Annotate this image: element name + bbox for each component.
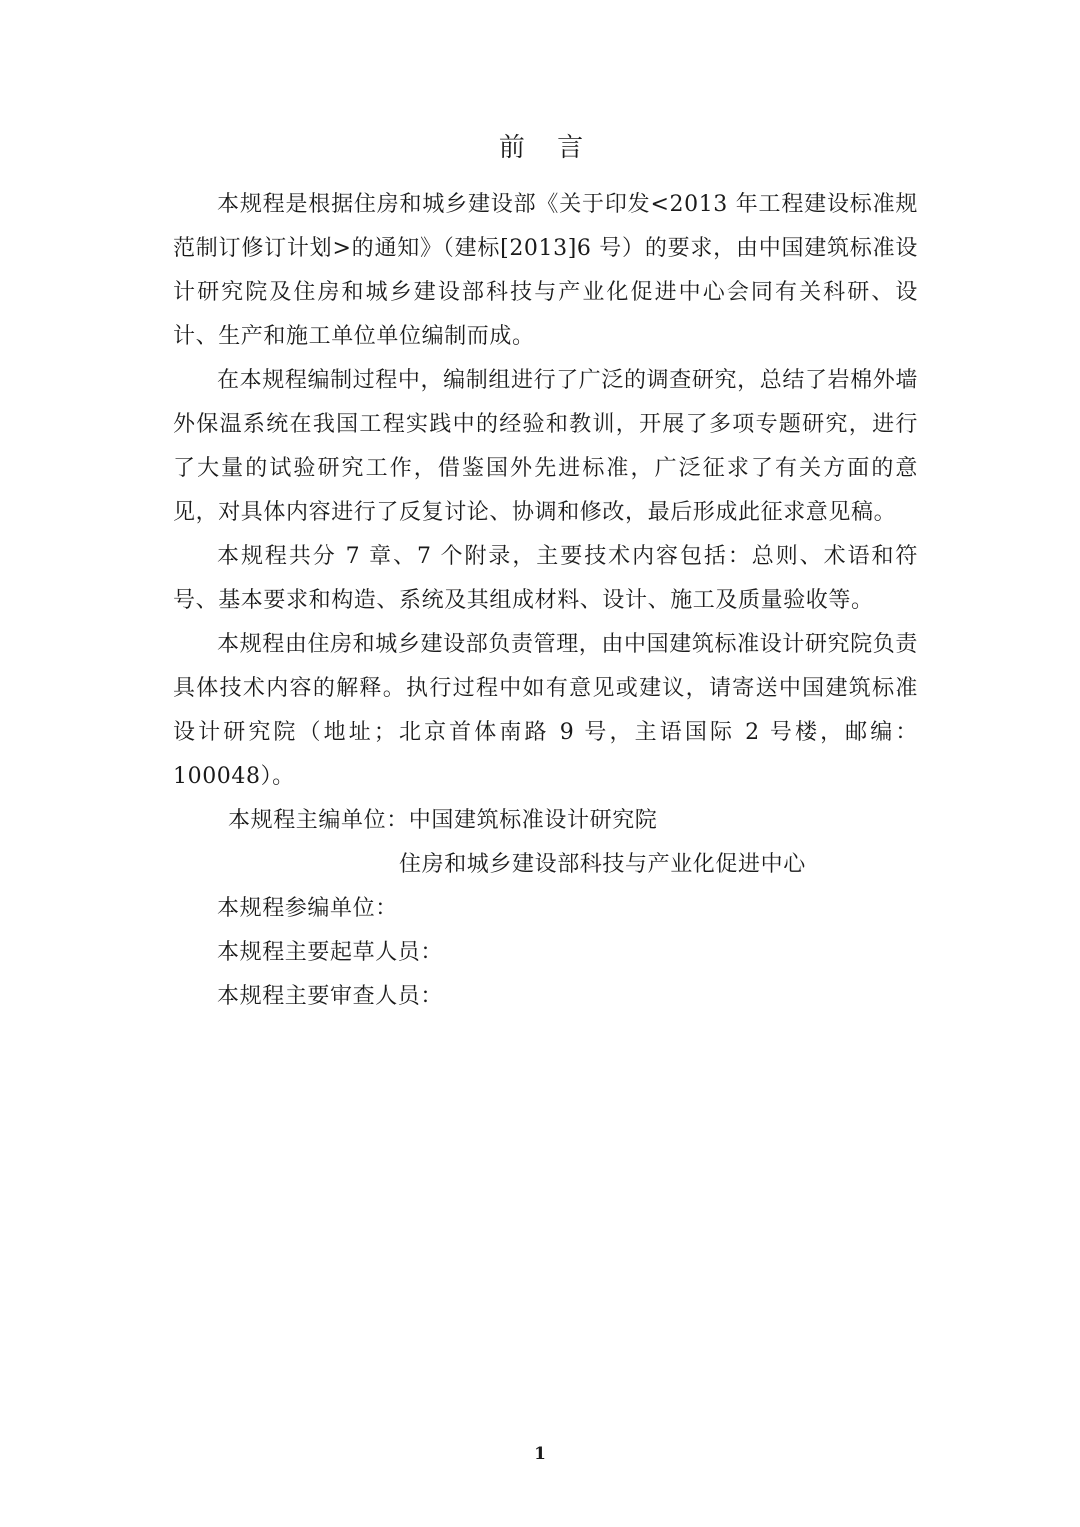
main-reviewers-line: 本规程主要审查人员： (217, 984, 444, 1009)
page-number: 1 (534, 1444, 546, 1464)
paragraph-basis: 本规程是根据住房和城乡建设部《关于印发<2013 年工程建设标准规范制订修订计划>的通知》（建标[2013]6 号）的要求，由中国建筑标准设计研究院及住房和城乡建设部科技与产业化促进中心会同有关科研、设计、生产和施工单位单位编制而成。 (173, 192, 918, 349)
page-title: 前 言 (498, 133, 596, 163)
participating-units-line: 本规程参编单位： (217, 896, 398, 921)
paragraph-contents: 本规程共分 7 章、7 个附录，主要技术内容包括：总则、术语和符号、基本要求和构造、系统及其组成材料、设计、施工及质量验收等。 (173, 544, 918, 613)
paragraph-management: 本规程由住房和城乡建设部负责管理，由中国建筑标准设计研究院负责具体技术内容的解释。执行过程中如有意见或建议，请寄送中国建筑标准设计研究院（地址；北京首体南路 9 号，主语国际 2 号楼，邮编：100048）。 (173, 632, 918, 789)
main-drafters-line: 本规程主要起草人员： (217, 940, 444, 965)
document-body (173, 183, 918, 1019)
chief-editor-line: 本规程主编单位：中国建筑标准设计研究院 (228, 808, 658, 833)
chief-editor-line-2: 住房和城乡建设部科技与产业化促进中心 (399, 852, 806, 877)
paragraph-process: 在本规程编制过程中，编制组进行了广泛的调查研究，总结了岩棉外墙外保温系统在我国工程实践中的经验和教训，开展了多项专题研究，进行了大量的试验研究工作，借鉴国外先进标准，广泛征求了有关方面的意见，对具体内容进行了反复讨论、协调和修改，最后形成此征求意见稿。 (173, 368, 918, 525)
